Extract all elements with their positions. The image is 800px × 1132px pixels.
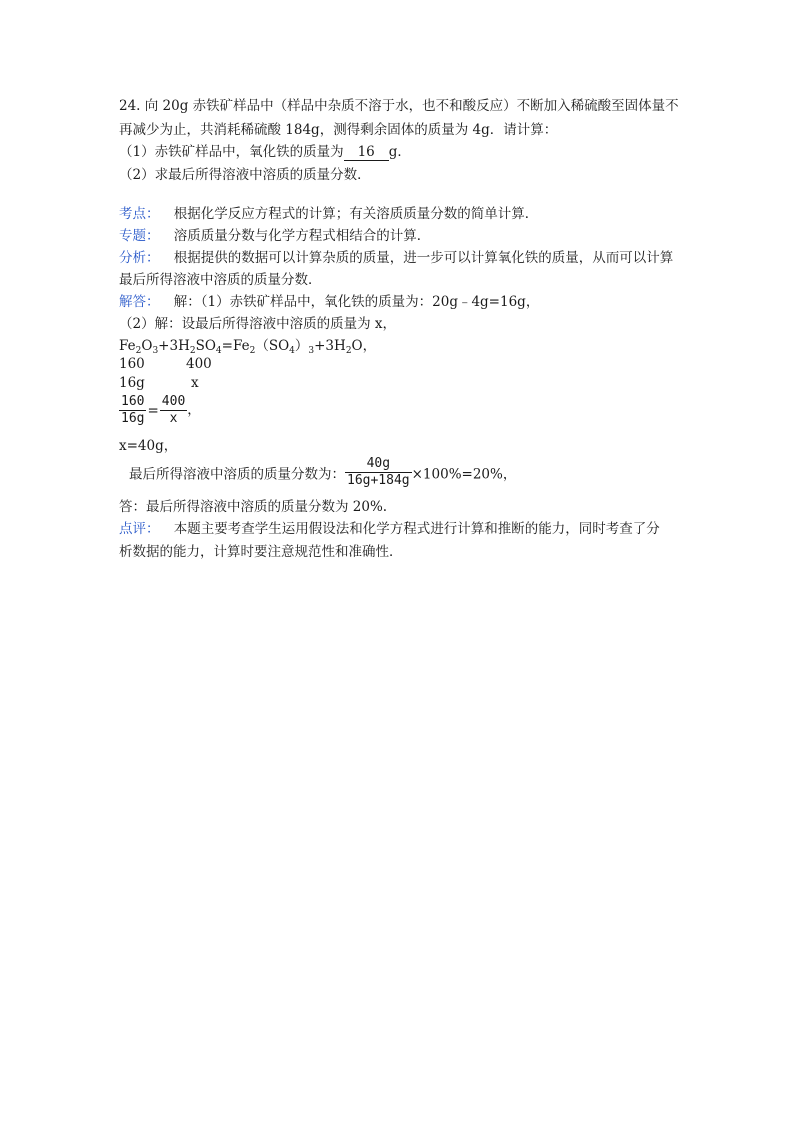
eq-sub-2: 2: [135, 346, 142, 356]
dianping-line-2: 析数据的能力，计算时要注意规范性和准确性．: [119, 544, 403, 560]
zhuanti-text: 溶质质量分数与化学方程式相结合的计算．: [173, 228, 431, 244]
fraction-denominator: 16g+184g: [347, 473, 410, 488]
fenxi-row: [119, 248, 673, 268]
eq-fe: Fe: [119, 338, 136, 354]
question-line-2: 再减少为止，共消耗稀硫酸 184g，测得剩余固体的质量为 4g．请计算：: [119, 122, 558, 138]
ratio-equals: =: [147, 402, 159, 419]
molar-mass-160: 160: [119, 356, 145, 372]
fenxi-line-1: 根据提供的数据可以计算杂质的质量，进一步可以计算氧化铁的质量，从而可以计算: [173, 250, 674, 266]
jieda-row: [119, 292, 539, 312]
proportion-equation: [119, 394, 201, 427]
eq-so: SO: [195, 338, 216, 354]
dianping-row: [119, 519, 660, 539]
fraction-numerator: 40g: [366, 456, 391, 471]
final-answer: 答：最后所得溶液中溶质的质量分数为 20%.: [119, 499, 388, 515]
eq-sub-3b: 3: [308, 346, 315, 356]
fraction-suffix: ×100%=20%，: [411, 466, 517, 483]
eq-sub-2c: 2: [249, 346, 256, 356]
jieda-part-2: （2）解：设最后所得溶液中溶质的质量为 x，: [119, 316, 396, 332]
eq-o-end: O，: [351, 338, 377, 354]
ratio-den-16g: 16g: [121, 411, 145, 426]
eq-o: O: [141, 338, 153, 354]
jieda-label: 解答：: [119, 294, 160, 310]
ratio-comma: ，: [187, 402, 201, 418]
zhuanti-label: 专题：: [119, 228, 160, 244]
mass-fraction: [345, 456, 412, 489]
zhuanti-row: [119, 226, 430, 246]
ratio-den-x: x: [169, 411, 178, 426]
eq-sub-4b: 4: [289, 346, 295, 356]
molar-mass-400: 400: [186, 356, 212, 372]
dianping-line-1: 本题主要考查学生运用假设法和化学方程式进行计算和推断的能力，同时考查了分: [173, 521, 660, 537]
eq-plus-3h: +3H: [158, 338, 190, 354]
question-line-1: 24. 向 20g 赤铁矿样品中（样品中杂质不溶于水，也不和酸反应）不断加入稀硫酸至固体量不: [119, 98, 679, 114]
kaodian-label: 考点：: [119, 206, 160, 222]
ratio-num-400: 400: [161, 394, 186, 409]
part1-answer-blank: 16: [344, 144, 389, 161]
ratio-num-160: 160: [121, 394, 145, 409]
ratio-fraction-left: [119, 394, 146, 427]
eq-sub-3: 3: [152, 346, 159, 356]
fraction-prefix: 最后所得溶液中溶质的质量分数为：: [129, 466, 345, 483]
eq-plus-3h2: +3H: [314, 338, 346, 354]
eq-lparen-so: （SO: [255, 338, 290, 354]
ratio-fraction-right: [160, 394, 187, 427]
fenxi-line-2: 最后所得溶液中溶质的质量分数．: [119, 272, 322, 288]
jieda-text: 解：（1）赤铁矿样品中，氧化铁的质量为：20g﹣4g=16g，: [173, 294, 540, 310]
eq-equals-fe: =Fe: [221, 338, 250, 354]
dianping-label: 点评：: [119, 521, 160, 537]
eq-sub-2b: 2: [189, 346, 196, 356]
eq-sub-4: 4: [215, 346, 222, 356]
fenxi-label: 分析：: [119, 250, 160, 266]
kaodian-row: [119, 204, 538, 224]
part1-prefix: （1）赤铁矿样品中，氧化铁的质量为: [119, 144, 344, 160]
part1-suffix: g．: [388, 144, 411, 160]
question-part-2: （2）求最后所得溶液中溶质的质量分数．: [119, 167, 371, 183]
kaodian-text: 根据化学反应方程式的计算；有关溶质质量分数的简单计算．: [173, 206, 539, 222]
chemical-equation: [119, 336, 376, 361]
given-16g: 16g: [119, 375, 145, 391]
mass-fraction-line: [129, 456, 516, 489]
eq-sub-2d: 2: [345, 346, 352, 356]
eq-rparen: ）: [294, 338, 309, 354]
given-x: x: [191, 375, 199, 391]
x-result: x=40g，: [119, 438, 178, 454]
question-part-1: [119, 142, 411, 162]
